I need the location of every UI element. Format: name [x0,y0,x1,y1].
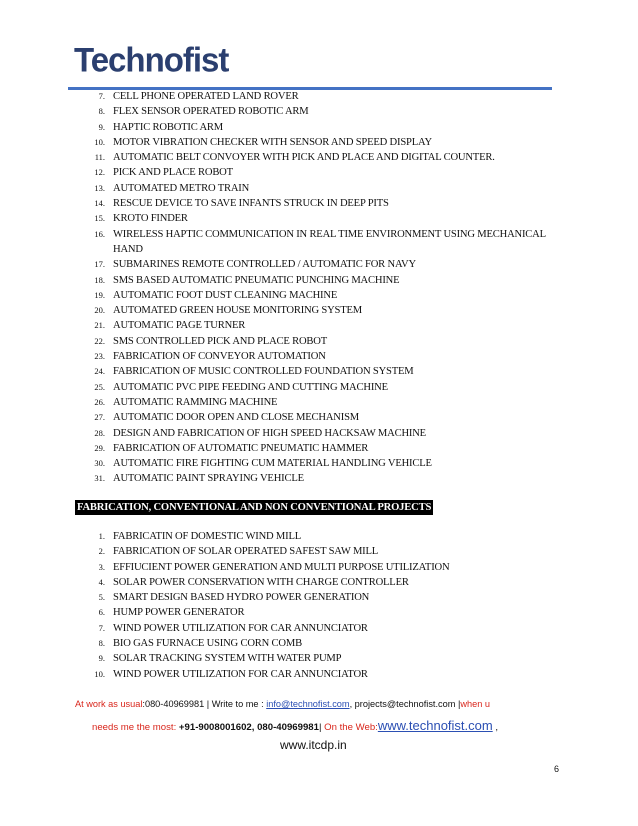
list-item-number: 27. [94,412,105,423]
list-item-text: MOTOR VIBRATION CHECKER WITH SENSOR AND SPEED DISPLAY [113,136,432,148]
list-item-number: 11. [94,152,105,163]
list-item-number: 14. [94,198,105,209]
footer-web-label: On the Web: [324,722,378,733]
list-item-text: FABRICATION OF CONVEYOR AUTOMATION [113,351,326,363]
list-item-text: AUTOMATIC PVC PIPE FEEDING AND CUTTING MACHINE [113,381,388,393]
footer-phone-line [92,718,498,733]
list-item-number: 12. [94,167,105,178]
list-item-text: EFFIUCIENT POWER GENERATION AND MULTI PURPOSE UTILIZATION [113,561,450,573]
footer-needs-label: needs me the most: [92,722,179,733]
list-item-text: AUTOMATED METRO TRAIN [113,182,250,194]
list-item-text: CELL PHONE OPERATED LAND ROVER [113,91,299,102]
footer-web-sep: , [492,722,499,733]
list-item-text: RESCUE DEVICE TO SAVE INFANTS STRUCK IN DEEP PITS [113,198,389,210]
footer-mobile: +91-9008001602, 080-40969981 [178,722,319,733]
list-item-text: KROTO FINDER [113,213,188,225]
list-item-number: 18. [94,274,105,285]
list-item-number: 28. [94,427,105,438]
footer-when-label: when u [460,699,490,709]
list-item-number: 3. [98,561,105,572]
list-item-number: 2. [98,546,105,557]
list-item-number: 25. [94,381,105,392]
list-item-number: 23. [94,351,105,362]
footer-email-rest: , projects@technofist.com | [349,699,461,709]
list-item-text: SOLAR TRACKING SYSTEM WITH WATER PUMP [113,653,342,665]
list-item-text: SUBMARINES REMOTE CONTROLLED / AUTOMATIC FOR NAVY [113,259,416,271]
list-item-number: 6. [98,607,105,618]
footer-website2[interactable]: www.itcdp.in [280,738,347,752]
footer-email-link[interactable]: info@technofist.com [266,699,350,709]
list-item-text: SMS CONTROLLED PICK AND PLACE ROBOT [113,335,328,347]
list-item-text: WIND POWER UTILIZATION FOR CAR ANNUNCIATOR [113,622,368,634]
list-item-text: AUTOMATIC DOOR OPEN AND CLOSE MECHANISM [113,412,359,424]
list-item-number: 9. [98,121,105,132]
list-item-text: AUTOMATED GREEN HOUSE MONITORING SYSTEM [113,305,363,317]
list-item-number: 22. [94,335,105,346]
list-item-text: HUMP POWER GENERATOR [113,607,245,619]
footer-website-link[interactable]: www.technofist.com [377,718,493,733]
list-item-text: FABRICATION OF MUSIC CONTROLLED FOUNDATION SYSTEM [113,366,414,378]
list-item-text: FABRICATION OF AUTOMATIC PNEUMATIC HAMMER [113,442,369,454]
list-item-number: 16. [94,228,105,239]
list-item-text: BIO GAS FURNACE USING CORN COMB [113,638,302,650]
footer-work-phone: :080-40969981 | Write to me : [142,699,267,709]
list-item-text: AUTOMATIC PAINT SPRAYING VEHICLE [113,473,304,485]
section-heading: FABRICATION, CONVENTIONAL AND NON CONVENTIONAL PROJECTS [77,502,432,513]
list-item-text: AUTOMATIC RAMMING MACHINE [113,396,278,408]
list-item-number: 9. [98,653,105,664]
list-item-text: SOLAR POWER CONSERVATION WITH CHARGE CONTROLLER [113,576,409,588]
list-item-text: AUTOMATIC FIRE FIGHTING CUM MATERIAL HANDLING VEHICLE [113,458,432,470]
list-item-text: HAPTIC ROBOTIC ARM [113,121,224,133]
footer-contact-line [75,699,575,709]
list-item-number: 13. [94,182,105,193]
list-item-text: FABRICATIN OF DOMESTIC WIND MILL [113,531,302,542]
list-item-text: SMART DESIGN BASED HYDRO POWER GENERATION [113,592,370,604]
list-item-text: WIND POWER UTILIZATION FOR CAR ANNUNCIATOR [113,668,368,680]
list-item-text: AUTOMATIC BELT CONVOYER WITH PICK AND PLACE AND DIGITAL COUNTER. [113,152,495,164]
list-item-text: FABRICATION OF SOLAR OPERATED SAFEST SAW MILL [113,546,379,558]
list-item-text: WIRELESS HAPTIC COMMUNICATION IN REAL TIME ENVIRONMENT USING MECHANICAL HAND [113,228,546,255]
footer-sep: | [318,722,325,733]
list-item-text: FLEX SENSOR OPERATED ROBOTIC ARM [113,106,309,118]
list-item-number: 7. [98,622,105,633]
page-number: 6 [554,764,560,774]
list-item-number: 26. [94,396,105,407]
list-item-text: PICK AND PLACE ROBOT [113,167,233,179]
list-item-text: DESIGN AND FABRICATION OF HIGH SPEED HACKSAW MACHINE [113,427,426,439]
list-item-number: 29. [94,442,105,453]
list-item-number: 5. [98,592,105,603]
list-item-number: 17. [94,259,105,270]
technofist-logo: Technofist [74,40,229,79]
list-item-number: 8. [98,638,105,649]
list-item-number: 10. [94,668,105,679]
list-item-number: 24. [94,366,105,377]
list-item-text: SMS BASED AUTOMATIC PNEUMATIC PUNCHING MACHINE [113,274,400,286]
list-item-number: 30. [94,458,105,469]
list-item-number: 21. [94,320,105,331]
list-item-number: 10. [94,136,105,147]
list-item-number: 20. [94,305,105,316]
footer-work-label: At work as usual [75,699,143,709]
list-item-number: 1. [98,531,105,541]
list-item-text: AUTOMATIC PAGE TURNER [113,320,246,332]
list-item-number: 31. [94,473,105,484]
list-item-number: 4. [98,576,105,587]
list-item-number: 8. [98,106,105,117]
list-item-number: 15. [94,213,105,224]
list-item-number: 19. [94,289,105,300]
list-item-text: AUTOMATIC FOOT DUST CLEANING MACHINE [113,289,338,301]
list-item-number: 7. [98,91,105,101]
